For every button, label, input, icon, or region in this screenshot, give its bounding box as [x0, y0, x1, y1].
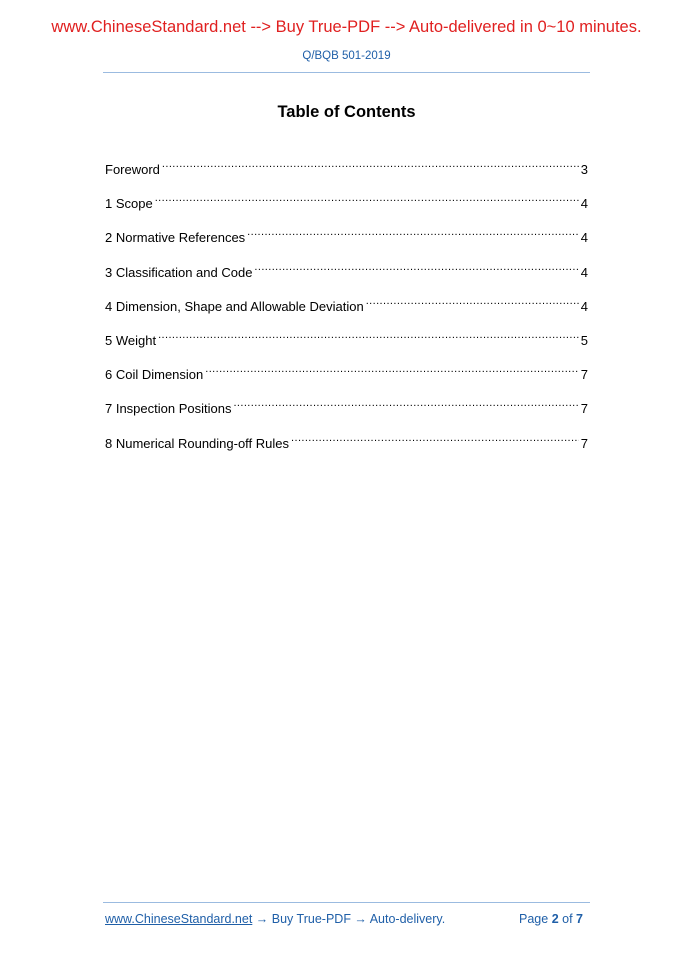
toc-title: Table of Contents [277, 103, 416, 121]
toc-entry-label: Foreword [105, 162, 160, 177]
toc-entry-foreword[interactable] [105, 160, 588, 194]
header-divider [103, 72, 590, 73]
toc-entry-page: 5 [580, 332, 588, 348]
footer-website-link[interactable]: www.ChineseStandard.net [105, 912, 253, 926]
current-page-number: 2 [551, 912, 559, 926]
toc-entry-label: 2 Normative References [105, 230, 246, 246]
toc-entry-page: 4 [580, 264, 588, 280]
toc-entry-normative-references[interactable] [105, 228, 588, 262]
toc-entry-page: 7 [580, 435, 588, 451]
toc-entry-page: 7 [580, 367, 588, 383]
footer-arrow-icon: → [252, 912, 272, 926]
toc-entry-dimension-shape-deviation[interactable] [105, 297, 588, 331]
toc-dot-leader [247, 228, 579, 242]
toc-entry-label: 4 Dimension, Shape and Allowable Deviation [105, 298, 364, 314]
toc-entry-label: 8 Numerical Rounding-off Rules [105, 435, 290, 451]
toc-entry-page: 4 [580, 298, 588, 314]
toc-entry-coil-dimension[interactable] [105, 365, 588, 399]
toc-entry-weight[interactable] [105, 331, 588, 365]
total-pages-number: 7 [576, 912, 583, 926]
footer-delivery-text: Auto-delivery. [369, 912, 446, 926]
table-of-contents [105, 160, 588, 468]
toc-dot-leader [205, 365, 579, 379]
document-code-header: Q/BQB 501-2019 [302, 50, 391, 62]
toc-entry-label: 3 Classification and Code [105, 264, 253, 280]
toc-entry-page: 4 [580, 196, 588, 212]
toc-entry-page: 4 [580, 230, 588, 246]
footer-divider [103, 902, 590, 903]
toc-entry-page: 7 [580, 401, 588, 417]
toc-dot-leader [233, 399, 578, 413]
toc-entry-label: 6 Coil Dimension [105, 367, 204, 383]
toc-entry-page: 3 [580, 162, 588, 177]
footer-arrow-icon: → [350, 912, 370, 926]
of-word: of [562, 912, 573, 926]
page-footer [105, 912, 585, 926]
toc-entry-label: 7 Inspection Positions [105, 401, 232, 417]
toc-entry-label: 1 Scope [105, 196, 153, 212]
toc-dot-leader [158, 331, 579, 345]
toc-entry-classification-and-code[interactable] [105, 263, 588, 297]
toc-dot-leader [366, 297, 579, 311]
toc-dot-leader [254, 263, 578, 277]
toc-dot-leader [291, 434, 579, 448]
toc-dot-leader [162, 160, 579, 174]
page-indicator [519, 912, 583, 926]
toc-entry-label: 5 Weight [105, 332, 157, 348]
toc-entry-rounding-off-rules[interactable] [105, 434, 588, 468]
footer-buy-text: Buy True-PDF [271, 912, 351, 926]
toc-dot-leader [155, 194, 579, 208]
toc-entry-scope[interactable] [105, 194, 588, 228]
page-word: Page [519, 912, 549, 926]
promo-banner: www.ChineseStandard.net --> Buy True-PDF --> Auto-delivered in 0~10 minutes. [51, 18, 642, 36]
toc-entry-inspection-positions[interactable] [105, 399, 588, 433]
